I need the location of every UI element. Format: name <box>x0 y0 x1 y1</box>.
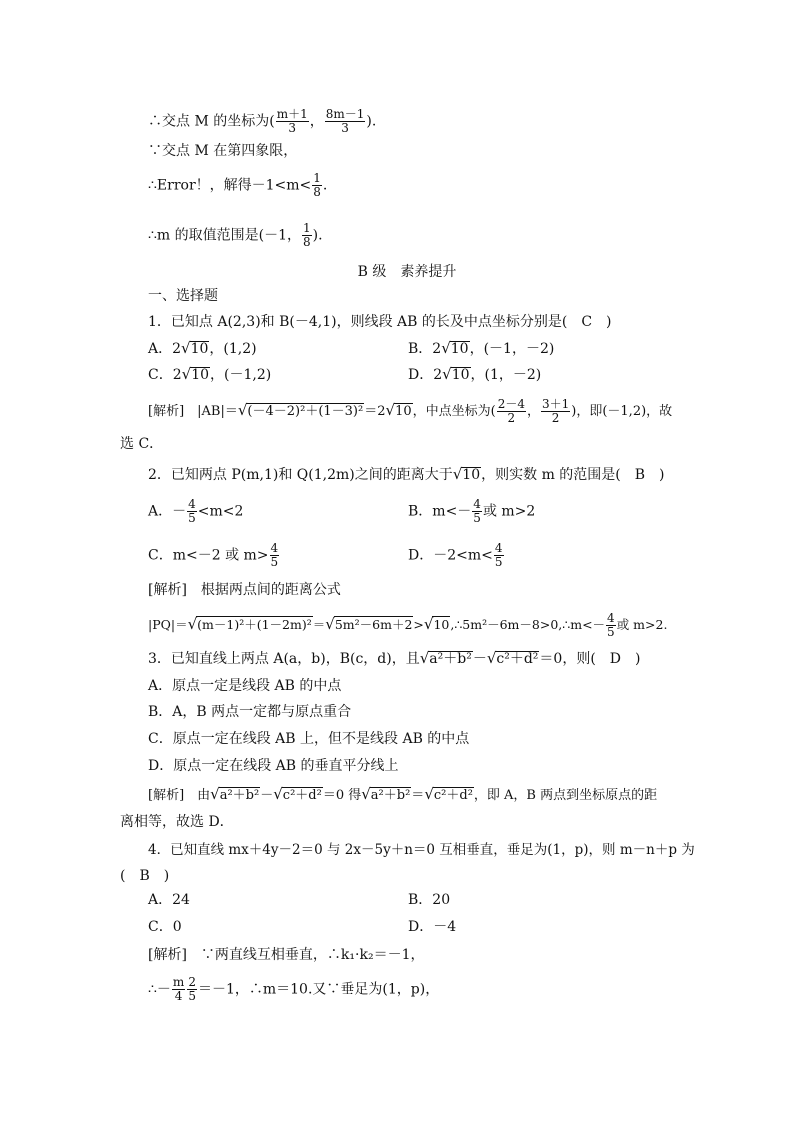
question-4-stem-cont: ( B ) <box>120 868 170 884</box>
option-b: B．20 <box>408 892 451 908</box>
text: <m<2 <box>197 503 244 520</box>
question-2-options-row-2 <box>148 541 676 569</box>
fraction <box>172 976 185 1003</box>
text-line <box>148 107 676 135</box>
radicand: (m－1)²＋(1－2m)² <box>197 617 312 632</box>
numerator: 4 <box>473 497 481 511</box>
question-1-explanation-cont: 选 C． <box>120 436 164 452</box>
numerator: 4 <box>188 497 196 511</box>
text: ，即 A，B 两点到坐标原点的距 <box>473 788 658 803</box>
radicand: 10 <box>190 341 209 357</box>
question-1-stem: 1．已知点 A(2,3)和 B(－4,1)，则线段 AB 的长及中点坐标分别是( C ) <box>148 314 612 330</box>
option-c: C．2 <box>148 367 182 383</box>
radicand: (－4－2)²＋(1－3)² <box>247 404 364 419</box>
question-3-explanation-cont: 离相等，故选 D． <box>120 814 234 830</box>
fraction <box>472 498 482 525</box>
question-4-explanation-1: [解析] ∵两直线互相垂直，∴k₁·k₂＝－1， <box>148 947 425 963</box>
part-title: 一、选择题 <box>148 288 218 304</box>
text: )，即(－1,2)，故 <box>571 404 673 419</box>
fraction <box>187 976 197 1003</box>
question-2-options-row-1 <box>148 497 676 525</box>
text: 或 m>2 <box>482 503 536 520</box>
denominator: 5 <box>270 555 279 569</box>
text-line: ∵交点 M 在第四象限， <box>148 143 298 159</box>
text: 2．已知两点 P(m,1)和 Q(1,2m)之间的距离大于 <box>148 467 453 483</box>
radicand: 10 <box>191 367 210 383</box>
denominator: 3 <box>288 121 297 135</box>
question-1-options-row-1: A．2√10，(1,2) B．2√10，(－1，－2) <box>148 339 555 357</box>
radicand: 10 <box>433 617 450 632</box>
question-1-explanation: [解析] |AB|＝√(－4－2)²＋(1－3)²＝2√10，中点坐标为( $\frac{2-4}{2}$ ， $\frac{3+1}{2}$ )，即(－1,2)，故 <box>148 397 673 425</box>
fraction <box>276 108 309 135</box>
denominator: 8 <box>313 185 321 199</box>
question-1-options-row-2: C．2√10，(－1,2) D．2√10，(1，－2) <box>148 365 542 383</box>
text: ， <box>309 113 324 130</box>
text: ∴Error！，解得－1<m< <box>148 177 312 194</box>
text: ＝ <box>312 617 326 632</box>
text: ). <box>312 227 323 244</box>
question-2-stem: 2．已知两点 P(m,1)和 Q(1,2m)之间的距离大于√10，则实数 m 的范围是( B ) <box>148 465 665 483</box>
question-4-options-row-2 <box>148 917 676 937</box>
radicand: c²＋d² <box>496 651 539 667</box>
radicand: 10 <box>462 467 481 483</box>
section-title: B 级 素养提升 <box>357 264 457 280</box>
numerator: m＋1 <box>276 107 308 121</box>
question-3-option-c: C．原点一定在线段 AB 上，但不是线段 AB 的中点 <box>148 731 470 747</box>
radicand: c²＋d² <box>433 788 473 803</box>
denominator: 4 <box>174 989 183 1003</box>
fraction <box>302 222 312 249</box>
radicand: 5m²－6m＋2 <box>334 617 413 632</box>
text: . <box>322 177 328 194</box>
denominator: 2 <box>551 411 560 425</box>
option-d: D．－2<m< <box>408 547 493 564</box>
question-3-explanation: [解析] 由√a²＋b²－√c²＋d²＝0 得√a²＋b²＝√c²＋d²，即 A，B 两点到坐标原点的距 <box>148 785 658 803</box>
option-d: D．－4 <box>408 919 457 935</box>
question-3-option-a: A．原点一定是线段 AB 的中点 <box>148 678 342 694</box>
text: ). <box>366 113 377 130</box>
text: ＝ <box>411 788 425 803</box>
text: [解析] 由 <box>148 788 211 803</box>
radicand: a²＋b² <box>370 788 411 803</box>
denominator: 8 <box>303 235 311 249</box>
text: － <box>260 788 274 803</box>
text: ＝0，则( D ) <box>539 651 641 667</box>
numerator: m <box>172 975 185 989</box>
option-d: D．2 <box>408 367 443 383</box>
numerator: 4 <box>494 541 503 555</box>
radicand: 10 <box>451 367 470 383</box>
text: ，则实数 m 的范围是( B ) <box>481 467 665 483</box>
text: ，中点坐标为( <box>412 404 496 419</box>
denominator: 3 <box>341 121 349 135</box>
question-3-option-d: D．原点一定在线段 AB 的垂直平分线上 <box>148 758 399 774</box>
numerator: 3＋1 <box>541 397 570 411</box>
question-4-stem: 4．已知直线 mx＋4y－2＝0 与 2x－5y＋n＝0 互相垂直，垂足为(1，p)，则 m－n＋p 为 <box>148 842 695 858</box>
text-line <box>148 171 676 199</box>
fraction <box>541 398 570 425</box>
fraction <box>494 542 504 569</box>
text: 或 m>2. <box>616 617 668 632</box>
radicand: a²＋b² <box>429 651 472 667</box>
option-c: C．0 <box>148 919 182 935</box>
text: ∴m 的取值范围是(－1， <box>148 227 302 244</box>
denominator: 5 <box>607 625 615 639</box>
text: ，(－1，－2) <box>469 341 555 357</box>
question-2-explanation-title: [解析] 根据两点间的距离公式 <box>148 582 341 598</box>
text: ， <box>526 404 540 419</box>
text: [解析] |AB|＝ <box>148 404 238 419</box>
numerator: 1 <box>313 171 321 185</box>
fraction <box>270 542 280 569</box>
text: ，(－1,2) <box>210 367 272 383</box>
option-c: C．m<－2 或 m> <box>148 547 269 564</box>
question-2-explanation: |PQ|＝√(m－1)²＋(1－2m)²＝√5m²－6m＋2>√10,∴5m²－6m－8>0,∴m<－ $\frac{4}{5}$ 或 m>2. <box>148 611 668 639</box>
numerator: 4 <box>607 611 615 625</box>
text: 3．已知直线上两点 A(a，b)，B(c，d)，且 <box>148 651 420 667</box>
denominator: 5 <box>494 555 503 569</box>
question-3-option-b: B．A，B 两点一定都与原点重合 <box>148 704 352 720</box>
text: ,∴5m²－6m－8>0,∴m<－ <box>450 617 606 632</box>
question-3-stem: 3．已知直线上两点 A(a，b)，B(c，d)，且√a²＋b²－√c²＋d²＝0，则( D ) <box>148 649 641 667</box>
text: ∴－ <box>148 981 171 998</box>
text: ＝0 得 <box>322 788 362 803</box>
fraction <box>325 108 366 135</box>
text: > <box>413 617 424 632</box>
radicand: c²＋d² <box>282 788 322 803</box>
radicand: 10 <box>395 404 412 419</box>
radicand: 10 <box>450 341 469 357</box>
text: － <box>472 651 487 667</box>
text: |PQ|＝ <box>148 617 188 632</box>
radicand: a²＋b² <box>219 788 260 803</box>
option-b: B．m<－ <box>408 503 472 520</box>
denominator: 5 <box>473 511 481 525</box>
question-4-options-row-1 <box>148 890 676 910</box>
numerator: 2 <box>188 975 196 989</box>
denominator: 2 <box>507 411 516 425</box>
denominator: 5 <box>188 989 196 1003</box>
text: ，(1，－2) <box>470 367 542 383</box>
fraction <box>312 172 322 199</box>
text: ＝2 <box>364 404 386 419</box>
text-line <box>148 221 676 249</box>
text: ∴交点 M 的坐标为( <box>148 113 275 130</box>
numerator: 1 <box>303 221 311 235</box>
option-a: A．24 <box>148 892 190 908</box>
fraction <box>187 498 197 525</box>
numerator: 2－4 <box>497 397 525 411</box>
text: ＝－1，∴m＝10.又∵垂足为(1，p)， <box>197 981 440 998</box>
option-a: A．－ <box>148 503 187 520</box>
option-b: B．2 <box>408 341 442 357</box>
option-a: A．2 <box>148 341 182 357</box>
text: ，(1,2) <box>209 341 257 357</box>
fraction <box>606 612 616 639</box>
question-4-explanation-2 <box>148 975 676 1003</box>
numerator: 8m－1 <box>325 107 365 121</box>
denominator: 5 <box>188 511 196 525</box>
fraction <box>497 398 526 425</box>
numerator: 4 <box>270 541 279 555</box>
